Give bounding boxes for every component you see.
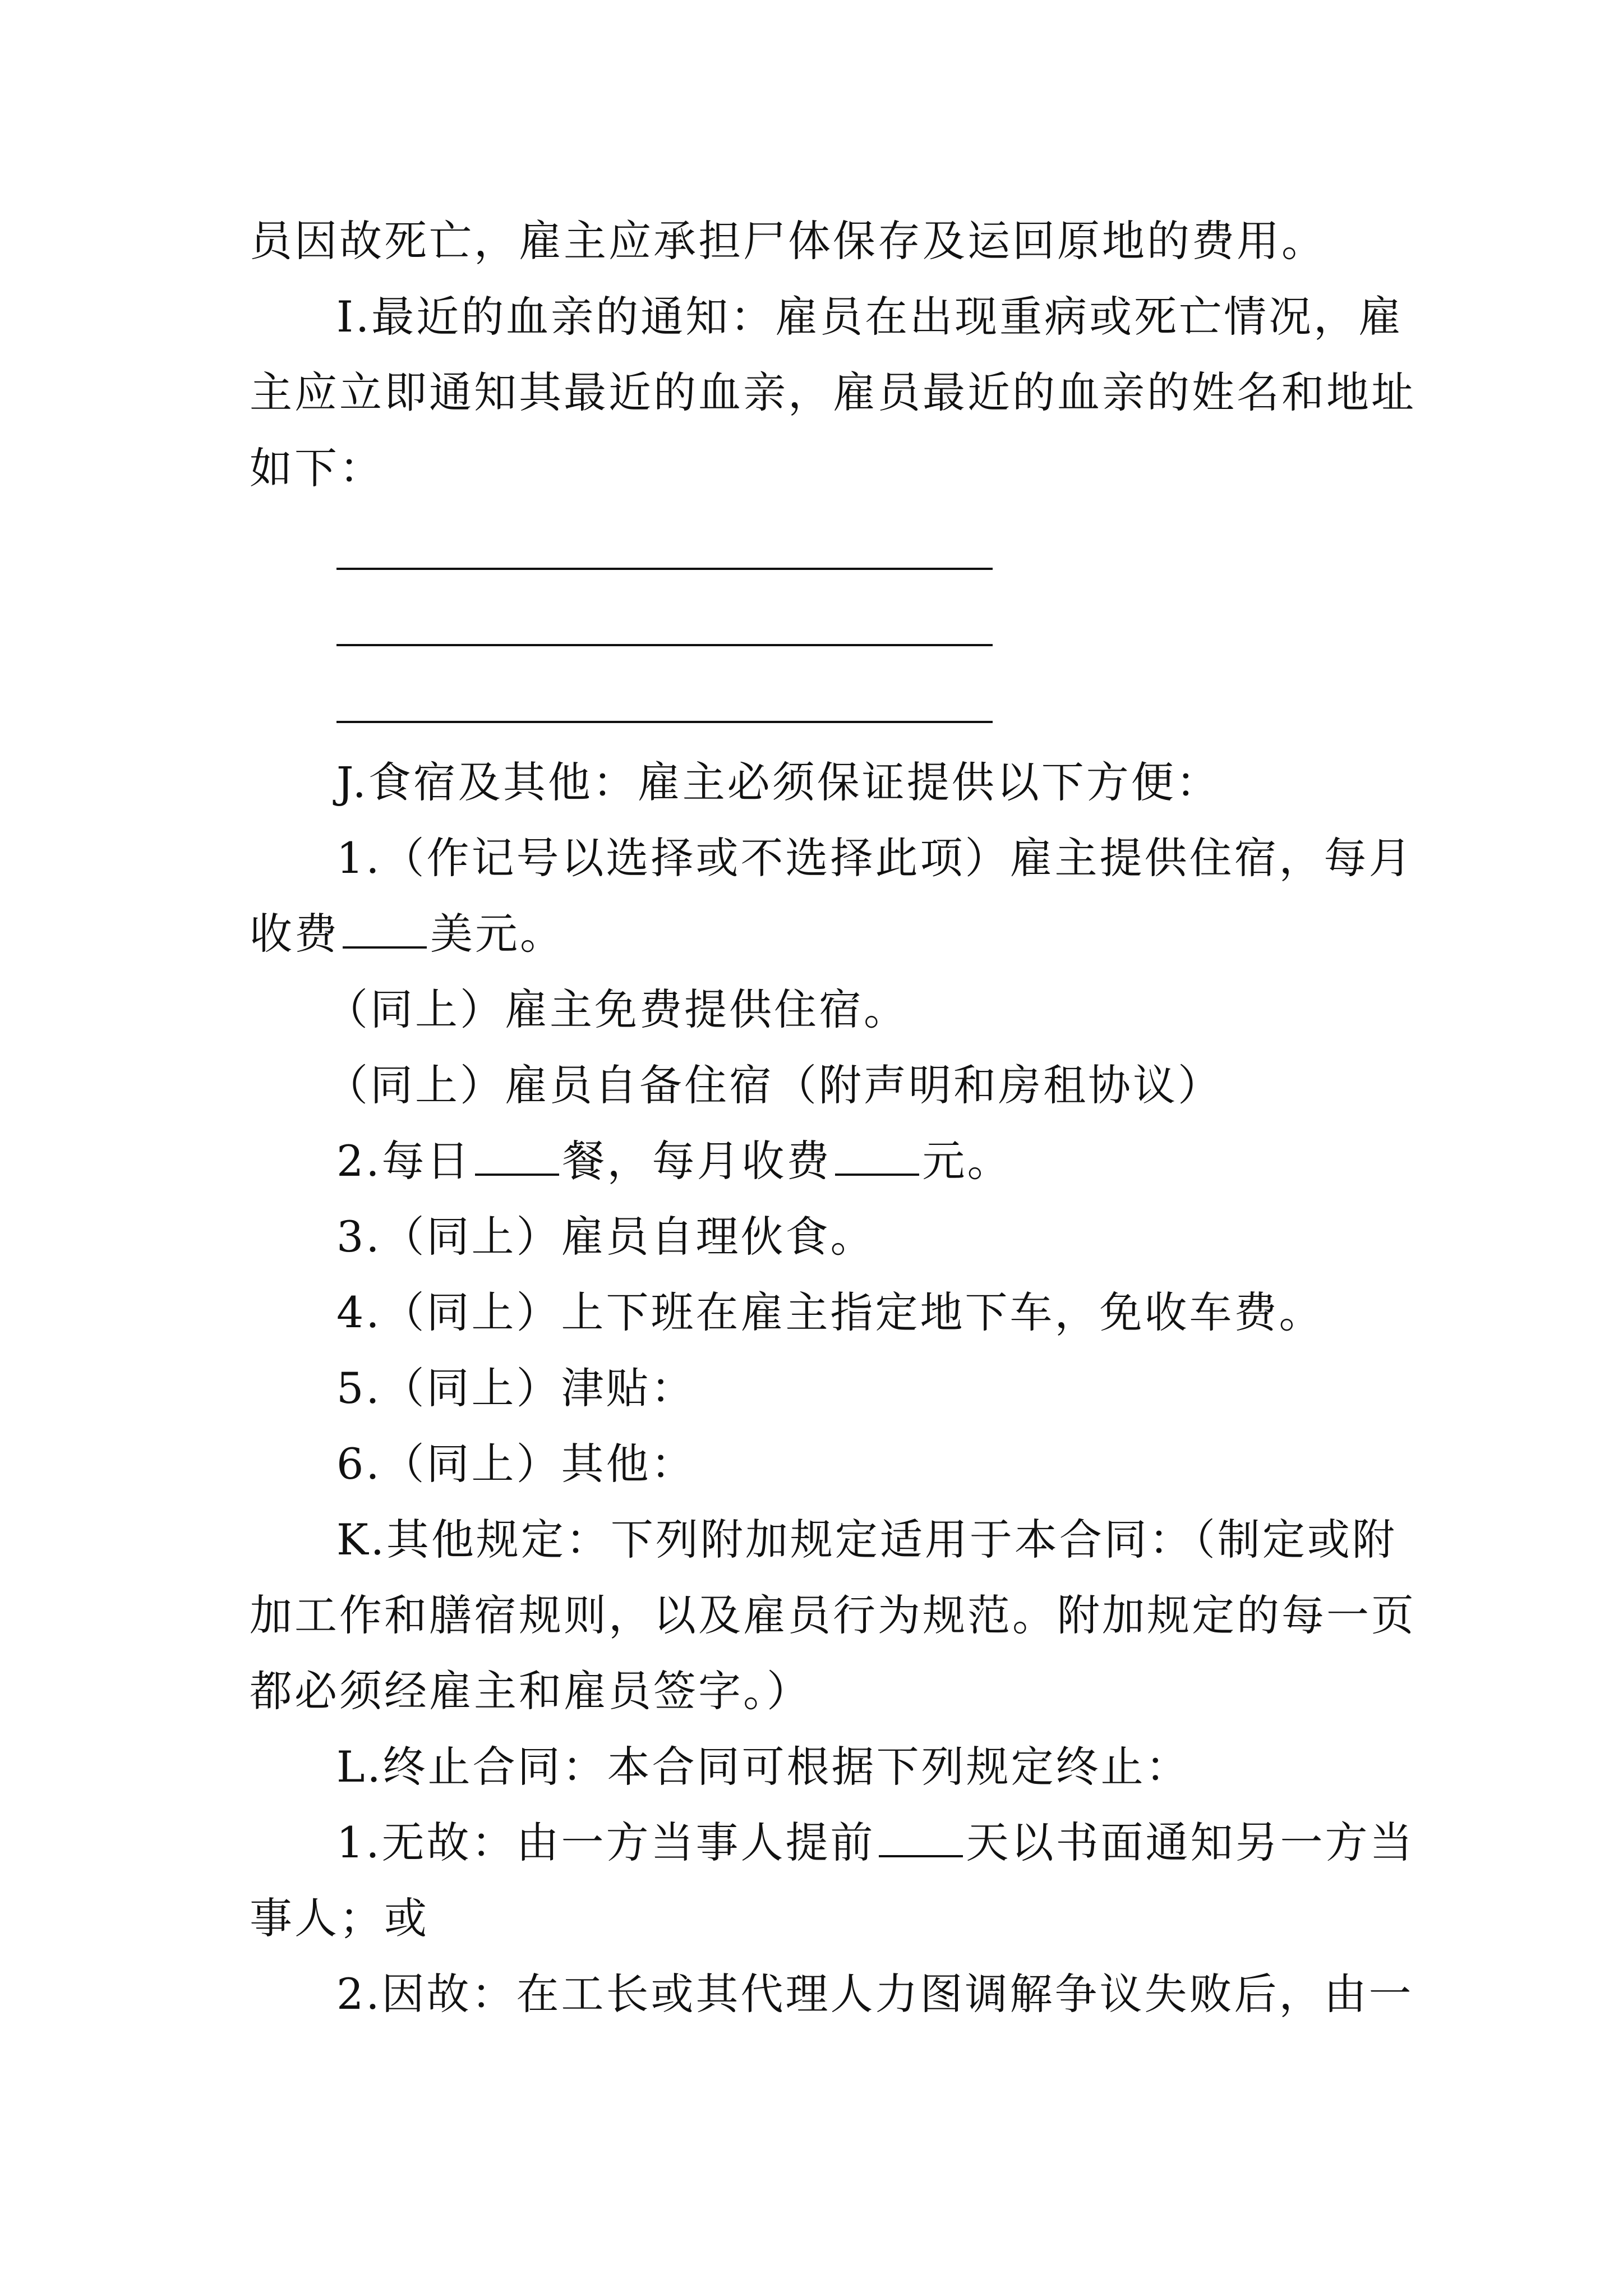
paragraph-line-12: 4.（同上）上下班在雇主指定地下车，免收车费。 xyxy=(336,1287,1324,1337)
paragraph-line-8: （同上）雇主免费提供住宿。 xyxy=(325,984,909,1034)
paragraph-line-19 xyxy=(336,1815,1415,1871)
paragraph-line-5: J.食宿及其他：雇主必须保证提供以下方便： xyxy=(336,757,1221,807)
line-10-text-a: 2.每日 xyxy=(336,1136,472,1186)
blank-line-3 xyxy=(336,721,993,723)
fill-blank xyxy=(879,1821,963,1857)
paragraph-line-13: 5.（同上）津贴： xyxy=(336,1363,696,1413)
fill-blank xyxy=(475,1140,559,1176)
paragraph-line-1: 员因故死亡，雇主应承担尸体保存及运回原地的费用。 xyxy=(250,216,1326,266)
paragraph-line-3: 主应立即通知其最近的血亲，雇员最近的血亲的姓名和地址 xyxy=(250,367,1416,417)
paragraph-line-2: I.最近的血亲的通知：雇员在出现重病或死亡情况，雇 xyxy=(336,292,1404,342)
line-7-text-a: 收费 xyxy=(250,909,339,959)
paragraph-line-4: 如下： xyxy=(250,443,384,493)
paragraph-line-17: 都必须经雇主和雇员签字。） xyxy=(250,1666,811,1716)
paragraph-line-9: （同上）雇员自备住宿（附声明和房租协议） xyxy=(325,1060,1223,1110)
paragraph-line-18: L.终止合同：本合同可根据下列规定终止： xyxy=(336,1742,1191,1792)
line-10-text-c: 元。 xyxy=(922,1136,1012,1186)
paragraph-line-10 xyxy=(336,1133,1012,1189)
paragraph-line-21: 2.因故：在工长或其代理人力图调解争议失败后，由一 xyxy=(336,1969,1414,2019)
line-10-text-b: 餐，每月收费 xyxy=(562,1136,832,1186)
paragraph-line-20: 事人；或 xyxy=(250,1893,429,1943)
fill-blank xyxy=(343,913,427,949)
blank-line-1 xyxy=(336,568,993,570)
paragraph-line-15: K.其他规定：下列附加规定适用于本合同：（制定或附 xyxy=(336,1515,1397,1565)
line-19-text-b: 天以书面通知另一方当 xyxy=(966,1818,1415,1867)
paragraph-line-6: 1.（作记号以选择或不选择此项）雇主提供住宿，每月 xyxy=(336,833,1414,883)
fill-blank xyxy=(835,1140,919,1176)
paragraph-line-14: 6.（同上）其他： xyxy=(336,1439,696,1489)
blank-line-2 xyxy=(336,644,993,646)
paragraph-line-7 xyxy=(250,906,565,962)
paragraph-line-16: 加工作和膳宿规则，以及雇员行为规范。附加规定的每一页 xyxy=(250,1590,1416,1640)
paragraph-line-11: 3.（同上）雇员自理伙食。 xyxy=(336,1212,875,1262)
line-19-text-a: 1.无故：由一方当事人提前 xyxy=(336,1818,875,1867)
line-7-text-b: 美元。 xyxy=(430,909,565,959)
